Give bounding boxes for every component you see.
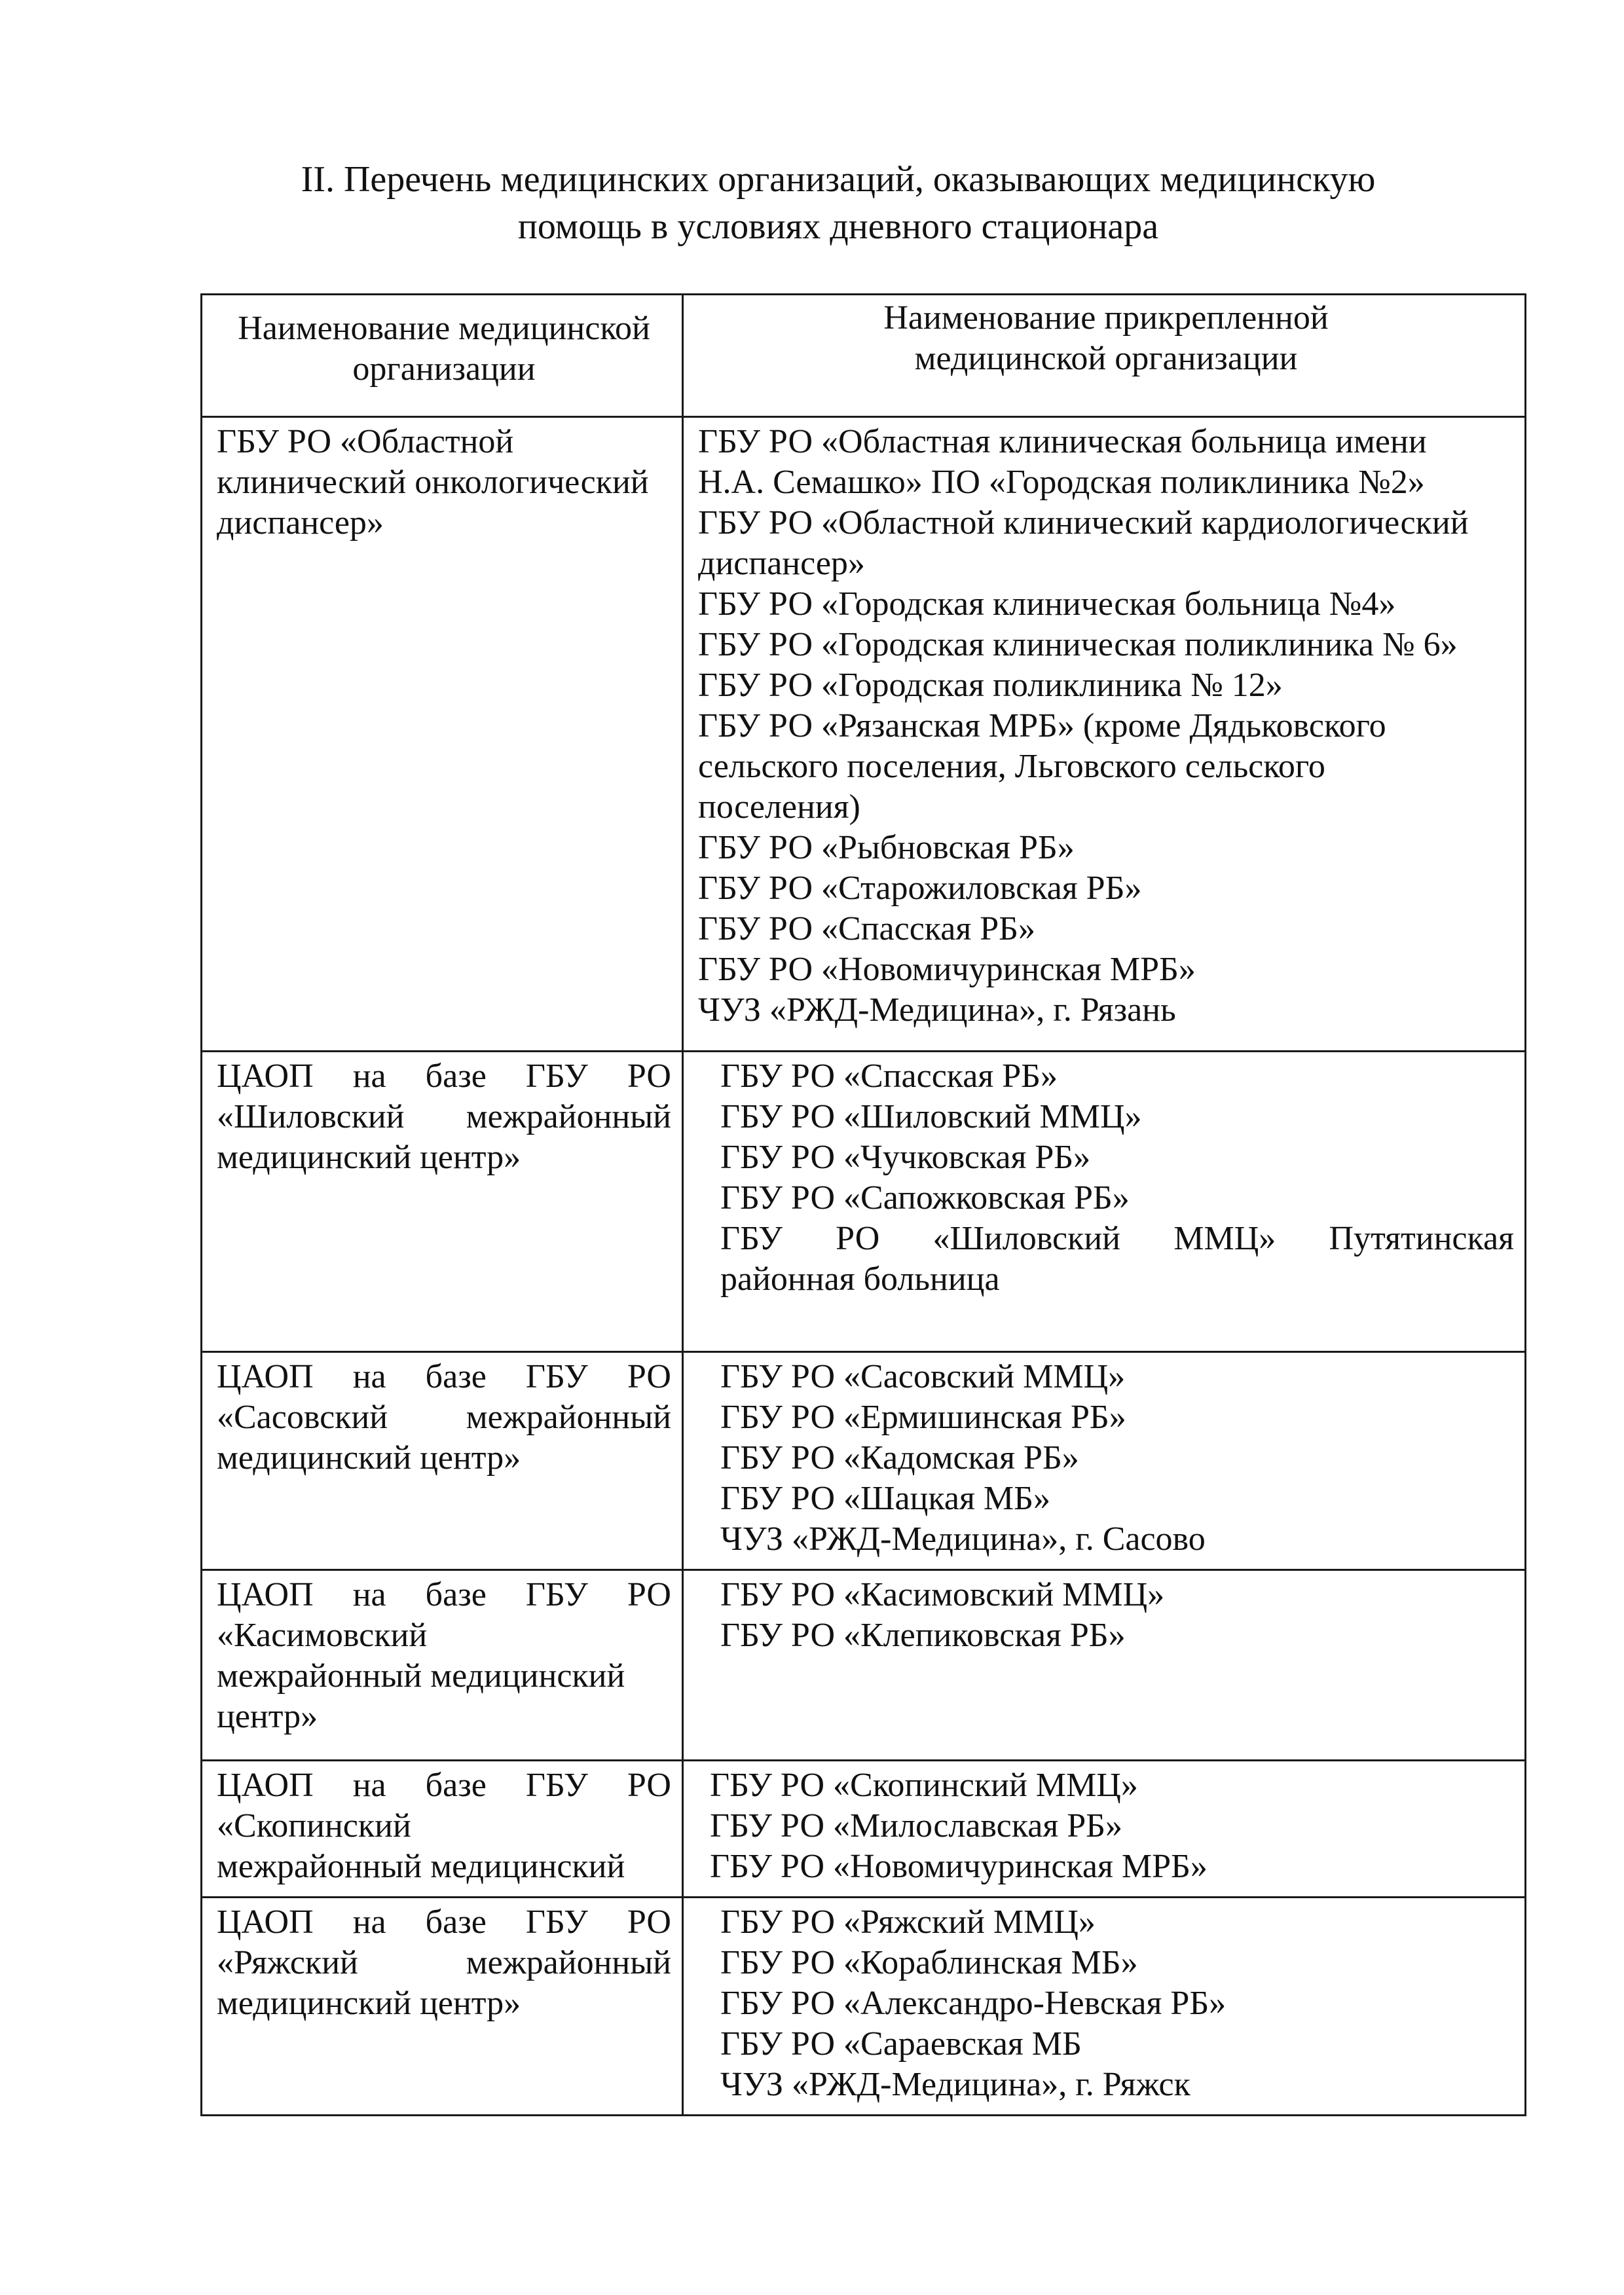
list-item: сельского поселения, Льговского сельского (698, 748, 1325, 785)
attached-organizations-cell (683, 1052, 1526, 1352)
list-item: ГБУ РО «Спасская РБ» (698, 910, 1036, 947)
table-header-row (202, 295, 1526, 417)
list-item: ГБУ РО «Сараевская МБ (720, 2025, 1082, 2063)
list-item: ГБУ РО «Шиловский ММЦ» Путятинская (720, 1220, 1514, 1257)
table-row (202, 1898, 1526, 2116)
list-item: районная больница (720, 1260, 1000, 1298)
list-item: ГБУ РО «Кадомская РБ» (720, 1439, 1079, 1477)
organization-cell: ЦАОП на базе ГБУ РО «Шиловский межрайонный медицинский центр» (202, 1052, 683, 1352)
list-item: поселения) (698, 788, 860, 826)
organization-cell: ЦАОП на базе ГБУ РО «Скопинский межрайонный медицинский (202, 1761, 683, 1898)
list-item: ГБУ РО «Рыбновская РБ» (698, 829, 1075, 866)
table-row (202, 417, 1526, 1052)
list-item: Н.А. Семашко» ПО «Городская поликлиника №2» (698, 464, 1425, 501)
table-row (202, 1570, 1526, 1761)
list-item: ГБУ РО «Городская поликлиника № 12» (698, 667, 1283, 704)
attached-organizations-cell (683, 417, 1526, 1052)
list-item: ГБУ РО «Новомичуринская МРБ» (710, 1848, 1208, 1885)
document-title (196, 156, 1480, 250)
header-organization: Наименование медицинской организации (202, 295, 683, 417)
list-item: ГБУ РО «Городская клиническая больница №4» (698, 585, 1396, 623)
list-item: ГБУ РО «Новомичуринская МРБ» (698, 951, 1196, 988)
list-item: ГБУ РО «Кораблинская МБ» (720, 1944, 1138, 1981)
list-item: ЧУЗ «РЖД-Медицина», г. Рязань (698, 991, 1176, 1029)
table-row (202, 1352, 1526, 1570)
list-item: ГБУ РО «Ермишинская РБ» (720, 1399, 1126, 1436)
list-item: ГБУ РО «Шиловский ММЦ» (720, 1098, 1142, 1135)
attached-organizations-cell (683, 1570, 1526, 1761)
list-item: ГБУ РО «Касимовский ММЦ» (720, 1576, 1165, 1613)
attached-organizations-cell (683, 1352, 1526, 1570)
list-item: ЧУЗ «РЖД-Медицина», г. Сасово (720, 1520, 1206, 1558)
organization-cell: ГБУ РО «Областной клинический онкологический диспансер» (202, 417, 683, 1052)
list-item: ГБУ РО «Ряжский ММЦ» (720, 1903, 1096, 1941)
list-item: диспансер» (698, 545, 865, 582)
list-item: ГБУ РО «Шацкая МБ» (720, 1480, 1050, 1517)
table-row (202, 1761, 1526, 1898)
list-item: ГБУ РО «Скопинский ММЦ» (710, 1767, 1138, 1804)
organization-cell: ЦАОП на базе ГБУ РО «Касимовский межрайонный медицинский центр» (202, 1570, 683, 1761)
list-item: ГБУ РО «Старожиловская РБ» (698, 870, 1142, 907)
title-line-1: II. Перечень медицинских организаций, оказывающих медицинскую (301, 159, 1376, 200)
title-line-2: помощь в условиях дневного стационара (517, 206, 1159, 247)
list-item: ГБУ РО «Областной клинический кардиологический (698, 504, 1469, 542)
list-item: ГБУ РО «Спасская РБ» (720, 1057, 1058, 1095)
table-row (202, 1052, 1526, 1352)
organization-cell: ЦАОП на базе ГБУ РО «Ряжский межрайонный медицинский центр» (202, 1898, 683, 2116)
list-item: ГБУ РО «Александро-Невская РБ» (720, 1985, 1227, 2022)
organization-cell: ЦАОП на базе ГБУ РО «Сасовский межрайонный медицинский центр» (202, 1352, 683, 1570)
list-item: ГБУ РО «Областная клиническая больница имени (698, 423, 1427, 460)
attached-organizations-cell (683, 1898, 1526, 2116)
attached-organizations-cell (683, 1761, 1526, 1898)
header-attached-organization: Наименование прикрепленной медицинской организации (683, 295, 1526, 417)
list-item: ЧУЗ «РЖД-Медицина», г. Ряжск (720, 2066, 1190, 2103)
list-item: ГБУ РО «Клепиковская РБ» (720, 1617, 1126, 1654)
list-item: ГБУ РО «Городская клиническая поликлиника № 6» (698, 626, 1458, 663)
organizations-table (200, 293, 1526, 2116)
list-item: ГБУ РО «Милославская РБ» (710, 1807, 1123, 1845)
list-item: ГБУ РО «Рязанская МРБ» (кроме Дядьковского (698, 707, 1386, 744)
list-item: ГБУ РО «Чучковская РБ» (720, 1139, 1091, 1176)
list-item: ГБУ РО «Сасовский ММЦ» (720, 1358, 1126, 1395)
list-item: ГБУ РО «Сапожковская РБ» (720, 1179, 1130, 1217)
